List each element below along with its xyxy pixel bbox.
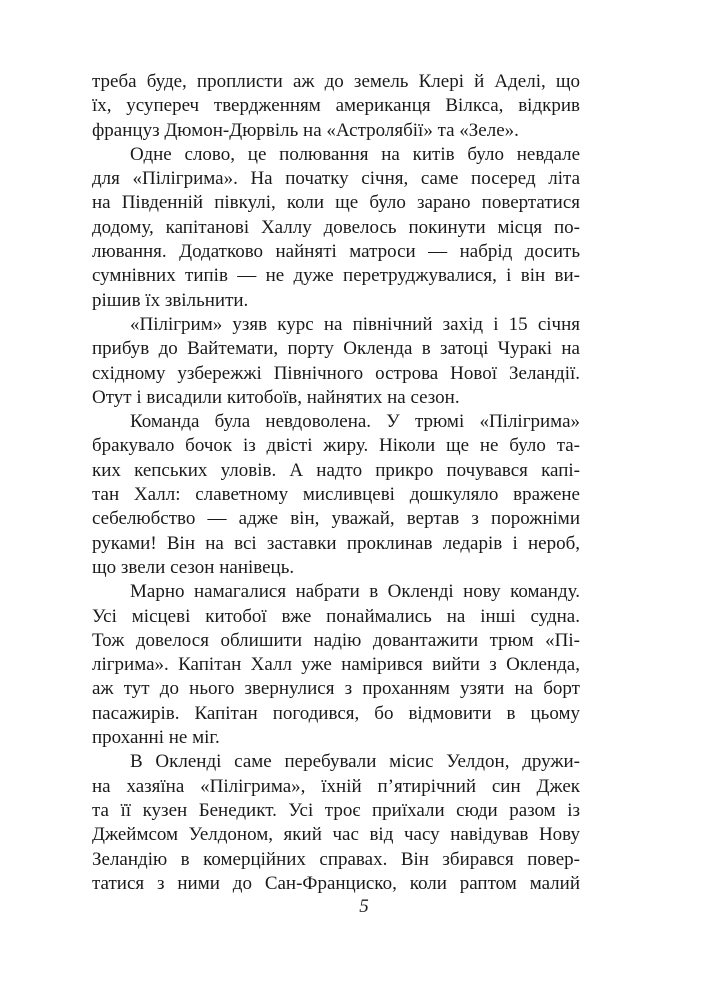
text-line: їх, усупереч твердженням американця Вілкса, відкрив bbox=[92, 95, 580, 117]
paragraph bbox=[92, 313, 580, 410]
paragraph bbox=[92, 580, 580, 750]
text-line: себелюбство — адже він, уважай, вертав з порожніми bbox=[92, 508, 580, 530]
text-line: тан Халл: славетному мисливцеві дошкуляло вражене bbox=[92, 484, 580, 506]
text-line: аж тут до нього звернулися з проханням узяти на борт bbox=[92, 678, 580, 700]
text-line: лювання. Додатково найняті матроси — набрід досить bbox=[92, 241, 580, 263]
paragraph bbox=[92, 410, 580, 580]
text-line: бракувало бочок із двісті жиру. Ніколи ще не було та- bbox=[92, 435, 580, 457]
text-line: на Південній півкулі, коли ще було зарано повертатися bbox=[92, 192, 580, 214]
text-line: ких кепських уловів. А надто прикро почувався капі- bbox=[92, 459, 580, 481]
text-line: прибув до Вайтемати, порту Окленда в затоці Чуракі на bbox=[92, 338, 580, 360]
text-line: східному узбережжі Північного острова Нової Зеландії. bbox=[92, 362, 580, 384]
text-line: на хазяїна «Пілігрима», їхній п’ятирічний син Джек bbox=[92, 775, 580, 797]
text-line: та її кузен Бенедикт. Усі троє приїхали сюди разом із bbox=[92, 799, 580, 821]
paragraph bbox=[92, 750, 580, 896]
text-line: Марно намагалися набрати в Окленді нову команду. bbox=[130, 581, 580, 603]
paragraph bbox=[92, 143, 580, 313]
text-line: Джеймсом Уелдоном, який час від часу навідував Нову bbox=[92, 824, 580, 846]
text-line: додому, капітанові Халлу довелось покинути місця по- bbox=[92, 216, 580, 238]
page-text bbox=[92, 70, 580, 896]
text-line: Команда була невдоволена. У трюмі «Пілігрима» bbox=[130, 411, 580, 433]
paragraph bbox=[92, 70, 580, 143]
text-line: Тож довелося облишити надію довантажити трюм «Пі- bbox=[92, 629, 580, 651]
text-line: лігрима». Капітан Халл уже намірився вийти з Окленда, bbox=[92, 654, 580, 676]
text-line: що звели сезон нанівець. bbox=[92, 556, 295, 578]
text-line: француз Дюмон-Дюрвіль на «Астролябії» та «Зеле». bbox=[92, 119, 519, 141]
text-line: проханні не міг. bbox=[92, 727, 220, 749]
text-line: руками! Він на всі заставки проклинав ледарів і нероб, bbox=[92, 532, 580, 554]
text-line: В Окленді саме перебували місис Уелдон, дружи- bbox=[130, 751, 580, 773]
text-line: «Пілігрим» узяв курс на північний захід і 15 січня bbox=[130, 313, 580, 335]
text-line: Усі місцеві китобої вже понаймались на інші судна. bbox=[92, 605, 580, 627]
text-line: Отут і висадили китобоїв, найнятих на сезон. bbox=[92, 386, 460, 408]
text-line: сумнівних типів — не дуже перетруджувалися, і він ви- bbox=[92, 265, 580, 287]
text-line: татися з ними до Сан-Франциско, коли раптом малий bbox=[92, 872, 580, 894]
text-line: треба буде, проплисти аж до земель Клері й Аделі, що bbox=[92, 71, 580, 92]
text-line: для «Пілігрима». На початку січня, саме посеред літа bbox=[92, 168, 580, 190]
text-line: пасажирів. Капітан погодився, бо відмовити в цьому bbox=[92, 702, 580, 724]
text-line: Одне слово, це полювання на китів було невдале bbox=[130, 143, 580, 165]
text-line: рішив їх звільнити. bbox=[92, 289, 249, 311]
page-number: 5 bbox=[359, 896, 369, 917]
text-line: Зеландію в комерційних справах. Він збирався повер- bbox=[92, 848, 580, 870]
